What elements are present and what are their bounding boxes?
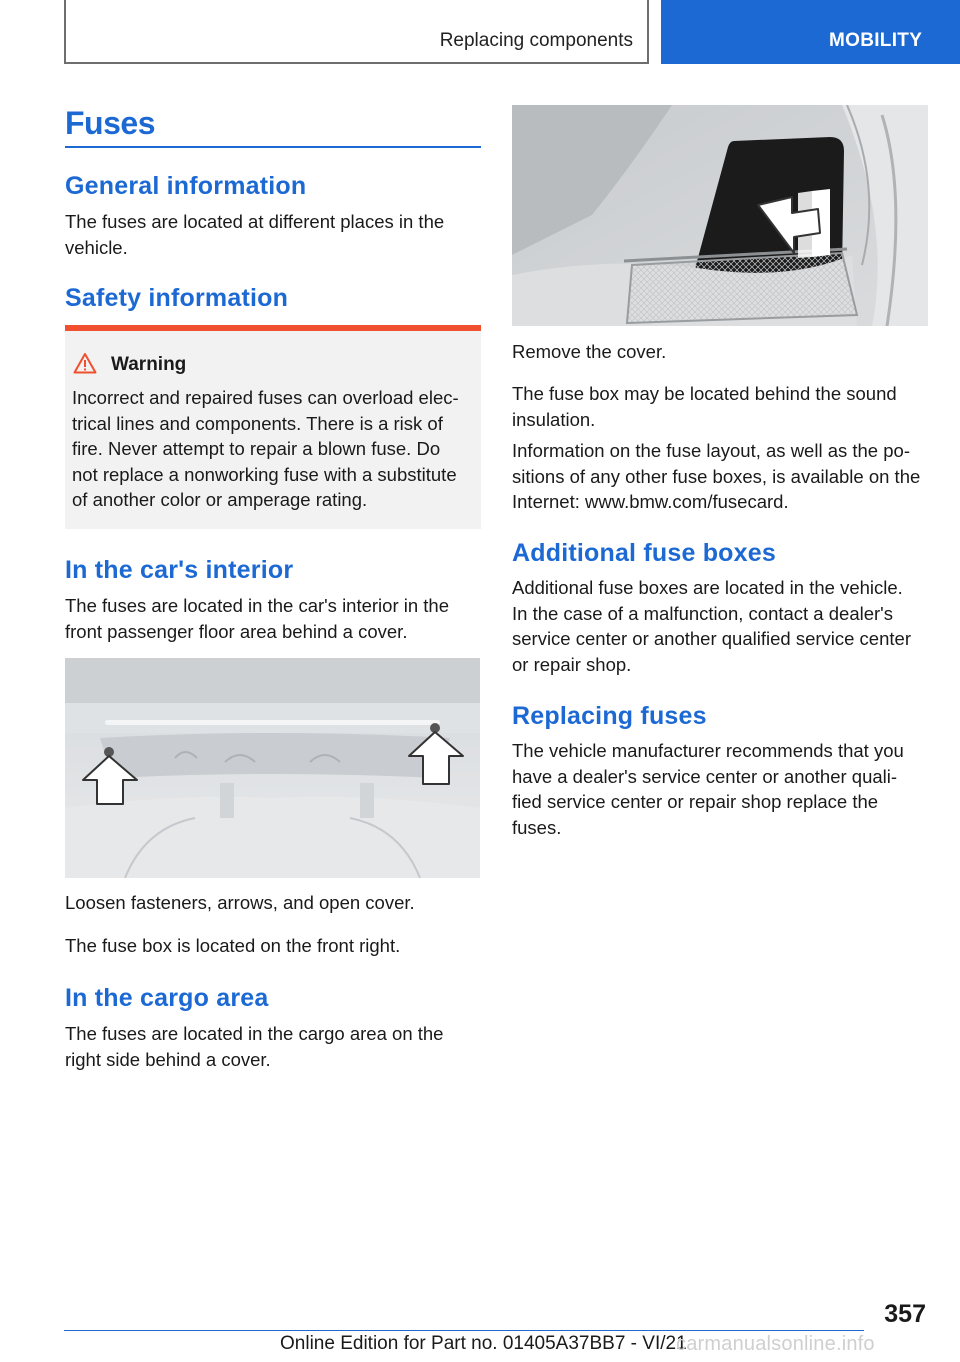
header-chapter-tab[interactable] bbox=[661, 0, 960, 64]
cargo-text: The fuses are located in the cargo area on the right side behind a cover. bbox=[65, 1023, 444, 1070]
general-information-text: The fuses are located at different places in the vehicle. bbox=[65, 211, 445, 258]
additional-fuse-boxes-heading: Additional fuse boxes bbox=[512, 539, 776, 567]
interior-fuse-cover-illustration bbox=[65, 658, 480, 878]
footer-rule bbox=[64, 1330, 864, 1331]
general-information-heading: General information bbox=[65, 172, 307, 200]
replacing-fuses-heading: Replacing fuses bbox=[512, 702, 707, 730]
page-number: 357 bbox=[884, 1300, 926, 1328]
additional-fuse-boxes-text: Additional fuse boxes are located in the vehicle. In the case of a malfunction, contact a dealer's service center or another qualified service center or repair shop. bbox=[512, 577, 911, 675]
replacing-fuses-text: The vehicle manufacturer recommends that you have a dealer's service center or another quali- fied service center or repair shop replace the fuses. bbox=[512, 740, 904, 838]
warning-triangle-icon bbox=[73, 352, 97, 374]
interior-text: The fuses are located in the car's interior in the front passenger floor area behind a cover. bbox=[65, 595, 450, 642]
warning-title: Warning bbox=[111, 354, 187, 375]
cargo-caption-3: Information on the fuse layout, as well as the po- sitions of any other fuse boxes, is available on the Internet: www.bmw.com/fusecard. bbox=[512, 440, 921, 512]
footer-watermark: carmanualsonline.info bbox=[676, 1333, 875, 1355]
chapter-title: Fuses bbox=[65, 105, 155, 141]
cargo-fuse-cover-illustration bbox=[512, 105, 928, 326]
chapter-title-rule bbox=[65, 146, 481, 148]
header-chapter-label: MOBILITY bbox=[829, 30, 923, 51]
safety-information-heading: Safety information bbox=[65, 284, 289, 312]
header-section-box bbox=[64, 0, 649, 64]
interior-heading: In the car's interior bbox=[65, 556, 294, 584]
interior-caption-1: Loosen fasteners, arrows, and open cover. bbox=[65, 892, 415, 913]
cargo-caption-1: Remove the cover. bbox=[512, 341, 667, 362]
interior-caption-2: The fuse box is located on the front right. bbox=[65, 935, 401, 956]
cargo-heading: In the cargo area bbox=[65, 984, 269, 1012]
header-section-title: Replacing components bbox=[439, 30, 633, 51]
footer-edition: Online Edition for Part no. 01405A37BB7 - VI/21 bbox=[280, 1333, 687, 1354]
warning-text: Incorrect and repaired fuses can overload elec- trical lines and components. There is a risk of fire. Never attempt to repair a blown fuse. Do not replace a nonworking fuse with a substitute of another color or amperage rating. bbox=[72, 387, 459, 510]
cargo-caption-2: The fuse box may be located behind the sound insulation. bbox=[512, 383, 897, 430]
